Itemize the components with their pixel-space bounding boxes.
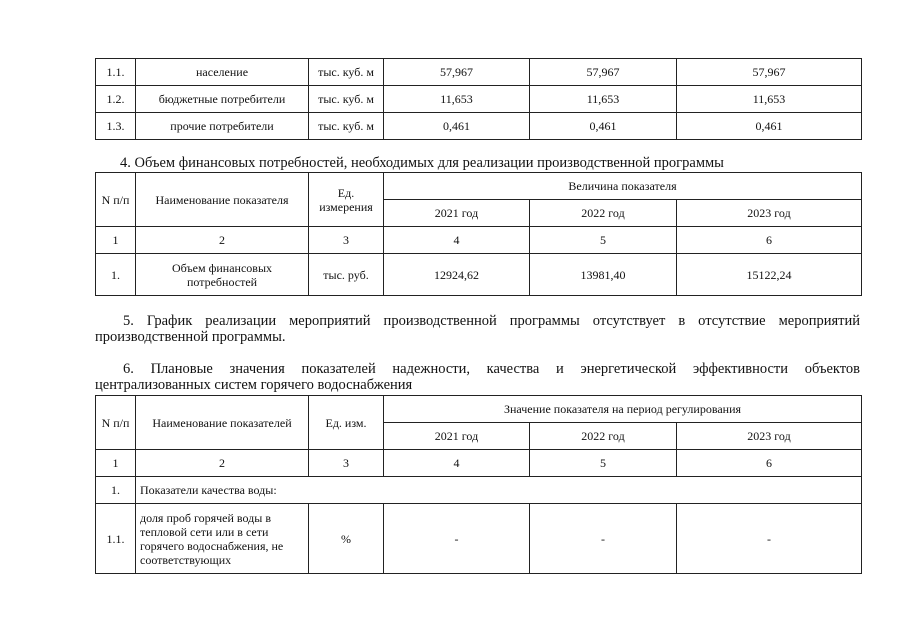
index-cell: 5 [530, 227, 677, 254]
unit-cell: тыс. куб. м [309, 86, 384, 113]
row-number: 1.2. [96, 86, 136, 113]
value-2023: 11,653 [677, 86, 862, 113]
section-4-heading: 4. Объем финансовых потребностей, необходимых для реализации производственной программы [120, 155, 724, 171]
header-indicator-name: Наименование показателей [136, 396, 309, 450]
index-cell: 5 [530, 450, 677, 477]
row-number: 1.1. [96, 59, 136, 86]
value-2022: 13981,40 [530, 254, 677, 296]
table-row [96, 504, 862, 574]
index-cell: 4 [384, 450, 530, 477]
unit-cell: % [309, 504, 384, 574]
column-index-row [96, 450, 862, 477]
table-row [96, 113, 862, 140]
index-cell: 2 [136, 450, 309, 477]
header-year-2021: 2021 год [384, 200, 530, 227]
value-2022: 0,461 [530, 113, 677, 140]
indicator-name: доля проб горячей воды в тепловой сети или в сети горячего водоснабжения, не соответствующих [136, 504, 309, 574]
section-6-line-1: 6. Плановые значения показателей надежности, качества и энергетической эффективности объектов [123, 361, 860, 377]
index-cell: 6 [677, 227, 862, 254]
table-row [96, 59, 862, 86]
index-cell: 6 [677, 450, 862, 477]
table-row [96, 86, 862, 113]
value-2021: 0,461 [384, 113, 530, 140]
value-2022: - [530, 504, 677, 574]
consumer-name: прочие потребители [136, 113, 309, 140]
indicator-name: Объем финансовых потребностей [136, 254, 309, 296]
index-cell: 3 [309, 450, 384, 477]
value-2022: 11,653 [530, 86, 677, 113]
value-2023: 57,967 [677, 59, 862, 86]
group-title: Показатели качества воды: [136, 477, 862, 504]
unit-cell: тыс. руб. [309, 254, 384, 296]
value-2021: 11,653 [384, 86, 530, 113]
header-year-2022: 2022 год [530, 200, 677, 227]
consumer-name: бюджетные потребители [136, 86, 309, 113]
section-5-line-2: производственной программы. [95, 329, 286, 345]
table-row [96, 254, 862, 296]
row-number: 1.3. [96, 113, 136, 140]
section-5-line-1: 5. График реализации мероприятий производственной программы отсутствует в отсутствие мероприятий [123, 313, 860, 329]
header-number: N п/п [96, 173, 136, 227]
index-cell: 2 [136, 227, 309, 254]
value-2022: 57,967 [530, 59, 677, 86]
unit-cell: тыс. куб. м [309, 113, 384, 140]
header-value-group: Величина показателя [384, 173, 862, 200]
header-year-2022: 2022 год [530, 423, 677, 450]
row-number: 1.1. [96, 504, 136, 574]
unit-cell: тыс. куб. м [309, 59, 384, 86]
header-year-2021: 2021 год [384, 423, 530, 450]
index-cell: 1 [96, 450, 136, 477]
table-header-row [96, 396, 862, 423]
index-cell: 4 [384, 227, 530, 254]
row-number: 1. [96, 477, 136, 504]
consumption-table [95, 58, 862, 140]
quality-indicators-table [95, 395, 862, 574]
table-group-row [96, 477, 862, 504]
financial-needs-table [95, 172, 862, 296]
value-2021: - [384, 504, 530, 574]
table-header-row [96, 173, 862, 200]
header-number: N п/п [96, 396, 136, 450]
column-index-row [96, 227, 862, 254]
row-number: 1. [96, 254, 136, 296]
header-unit: Ед. измерения [309, 173, 384, 227]
value-2021: 57,967 [384, 59, 530, 86]
header-unit: Ед. изм. [309, 396, 384, 450]
value-2023: 0,461 [677, 113, 862, 140]
index-cell: 1 [96, 227, 136, 254]
consumer-name: население [136, 59, 309, 86]
section-6-line-2: централизованных систем горячего водоснабжения [95, 377, 413, 393]
header-year-2023: 2023 год [677, 200, 862, 227]
value-2021: 12924,62 [384, 254, 530, 296]
value-2023: - [677, 504, 862, 574]
value-2023: 15122,24 [677, 254, 862, 296]
index-cell: 3 [309, 227, 384, 254]
header-indicator-name: Наименование показателя [136, 173, 309, 227]
header-year-2023: 2023 год [677, 423, 862, 450]
header-value-group: Значение показателя на период регулирования [384, 396, 862, 423]
